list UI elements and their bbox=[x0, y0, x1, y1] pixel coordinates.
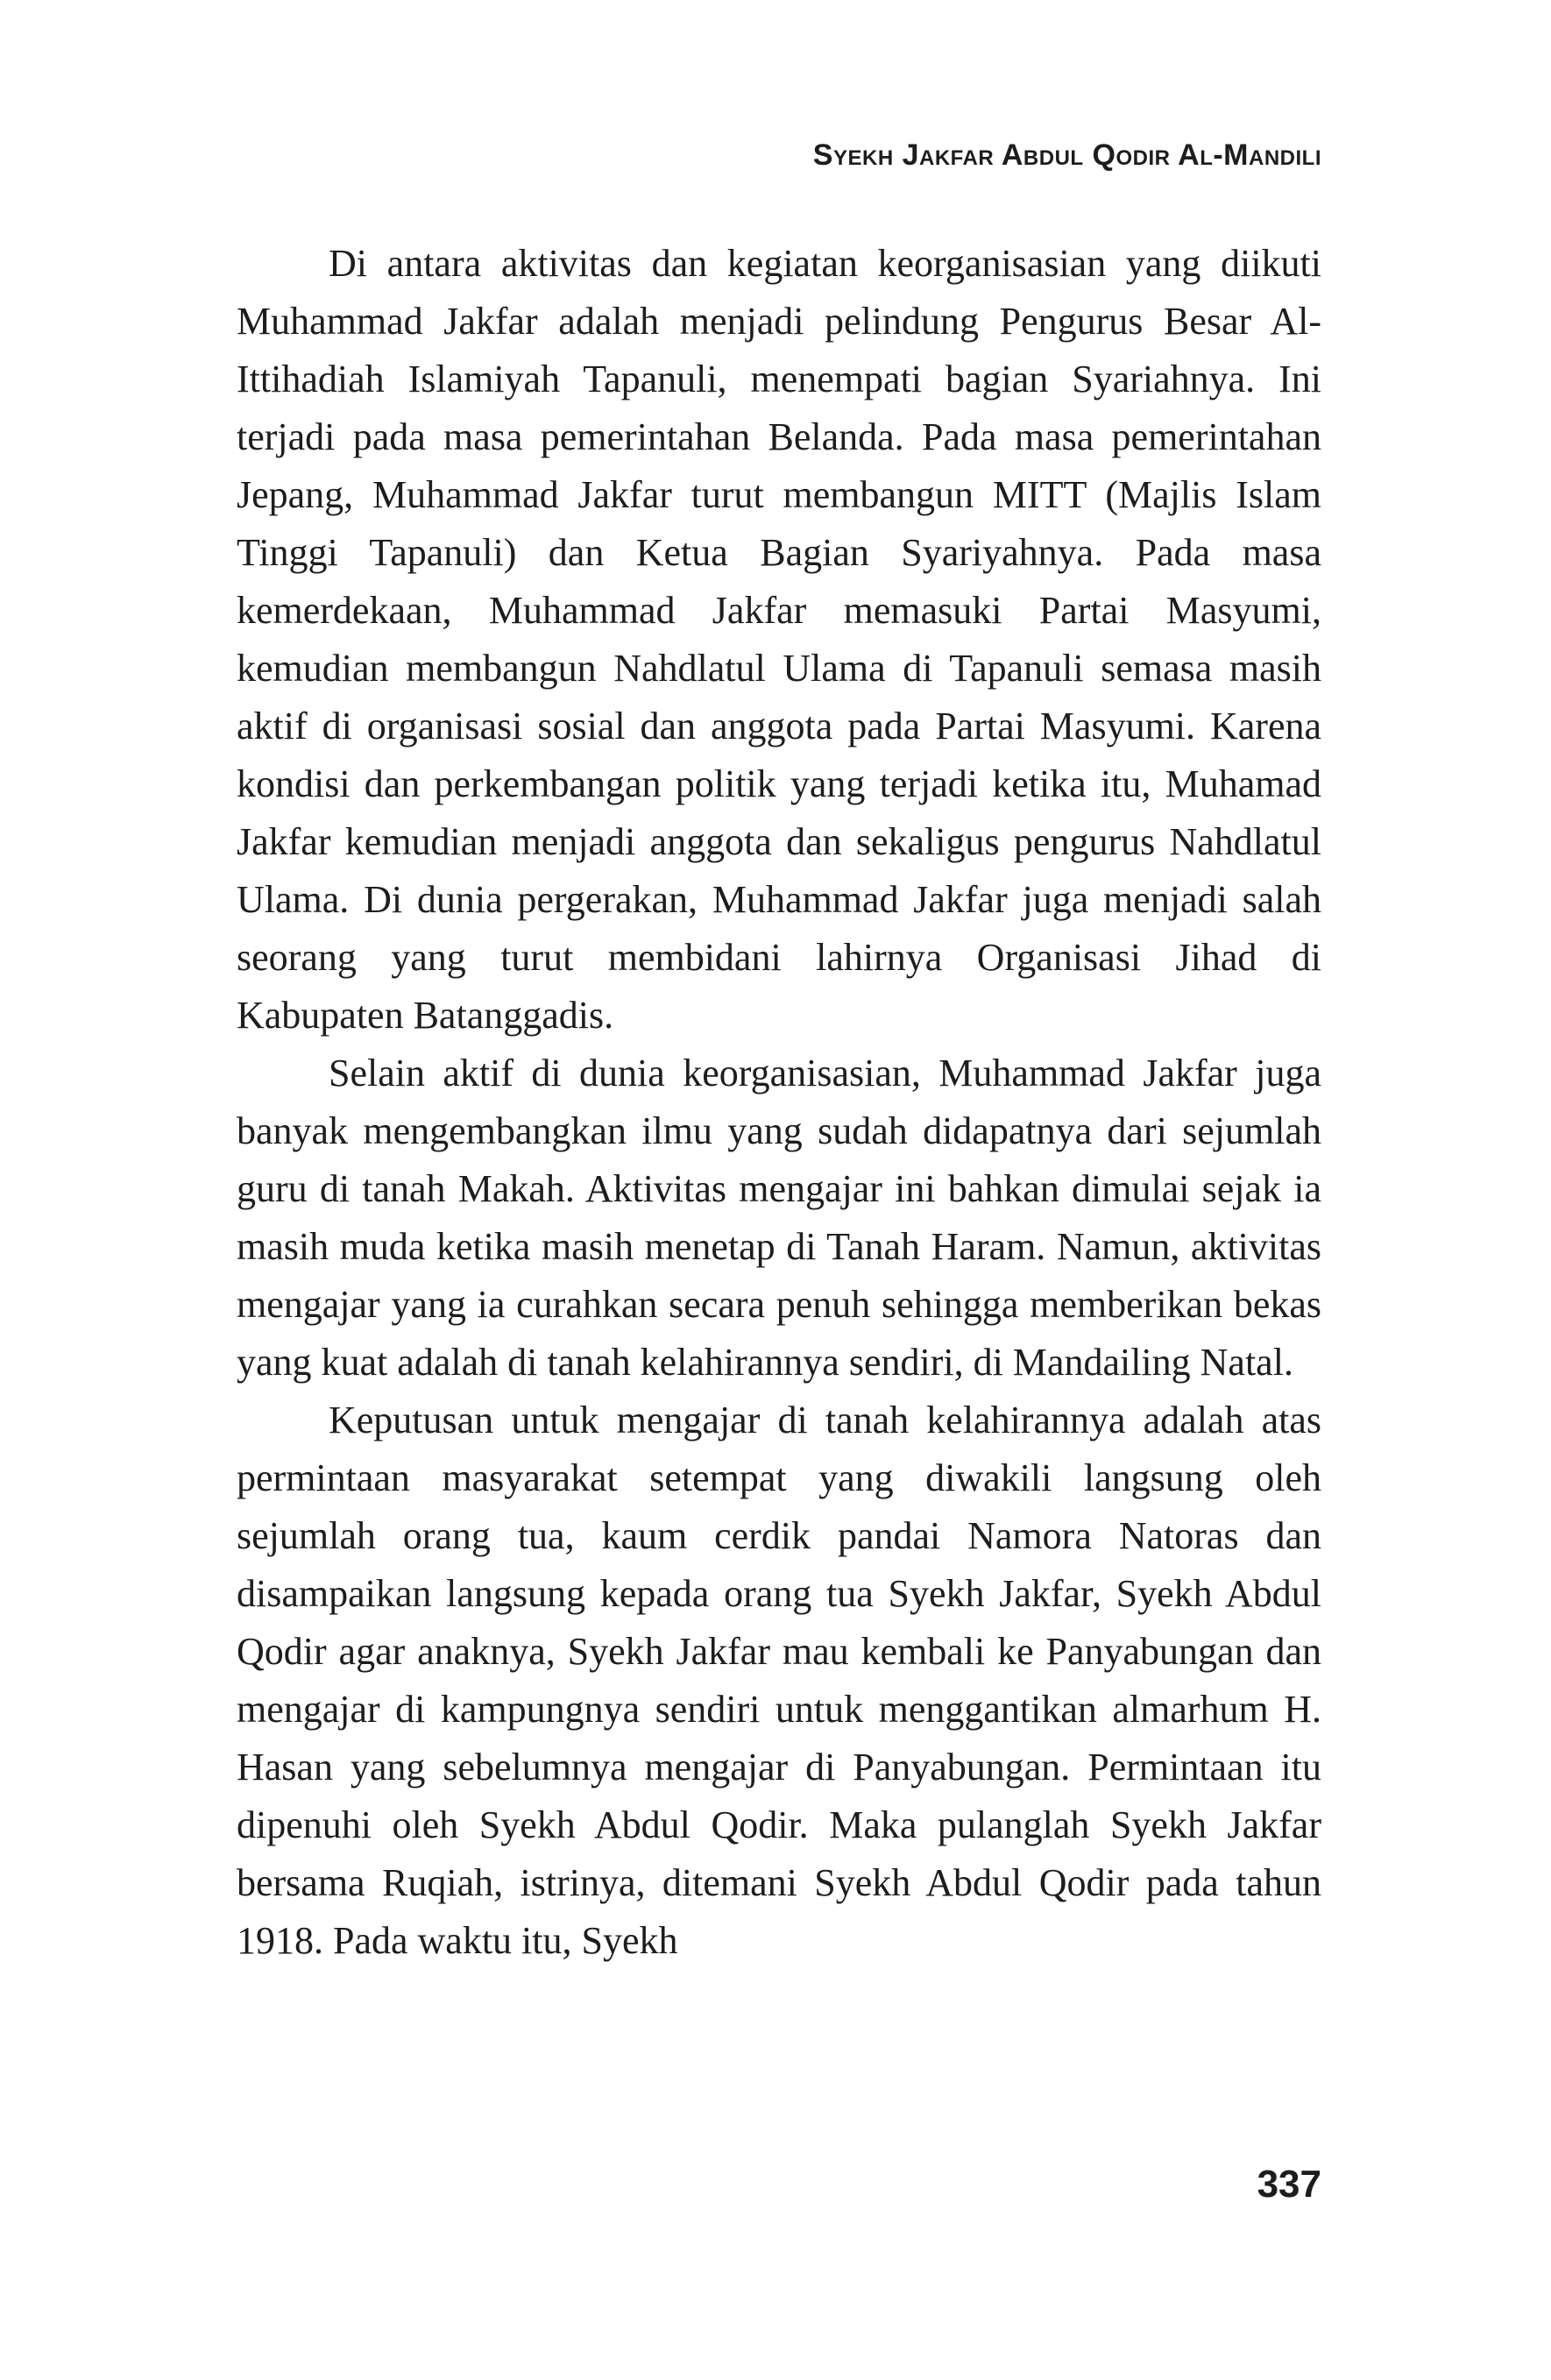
paragraph-3: Keputusan untuk mengajar di tanah kelahirannya adalah atas permintaan masyarakat setempat yang diwakili langsung oleh sejumlah orang tua, kaum cerdik pandai Namora Natoras dan disampaikan langsung kepada orang tua Syekh Jakfar, Syekh Abdul Qodir agar anaknya, Syekh Jakfar mau kembali ke Panyabungan dan mengajar di kampungnya sendiri untuk menggantikan almarhum H. Hasan yang sebelumnya mengajar di Panyabungan. Permintaan itu dipenuhi oleh Syekh Abdul Qodir. Maka pulanglah Syekh Jakfar bersama Ruqiah, istrinya, ditemani Syekh Abdul Qodir pada tahun 1918. Pada waktu itu, Syekh bbox=[237, 1399, 1321, 1962]
paragraph-1: Di antara aktivitas dan kegiatan keorganisasian yang diikuti Muhammad Jakfar adalah menjadi pelindung Pengurus Besar Al-Ittihadiah Islamiyah Tapanuli, menempati bagian Syariahnya. Ini terjadi pada masa pemerintahan Belanda. Pada masa pemerintahan Jepang, Muhammad Jakfar turut membangun MITT (Majlis Islam Tinggi Tapanuli) dan Ketua Bagian Syariyahnya. Pada masa kemerdekaan, Muhammad Jakfar memasuki Partai Masyumi, kemudian membangun Nahdlatul Ulama di Tapanuli semasa masih aktif di organisasi sosial dan anggota pada Partai Masyumi. Karena kondisi dan perkembangan politik yang terjadi ketika itu, Muhamad Jakfar kemudian menjadi anggota dan sekaligus pengurus Nahdlatul Ulama. Di dunia pergerakan, Muhammad Jakfar juga menjadi salah seorang yang turut membidani lahirnya Organisasi Jihad di Kabupaten Batanggadis. bbox=[237, 242, 1321, 1037]
page-number: 337 bbox=[1257, 2163, 1321, 2206]
running-header: Syekh Jakfar Abdul Qodir Al-Mandili bbox=[812, 138, 1321, 172]
page-body bbox=[237, 235, 1321, 1970]
paragraph-2: Selain aktif di dunia keorganisasian, Muhammad Jakfar juga banyak mengembangkan ilmu yang sudah didapatnya dari sejumlah guru di tanah Makah. Aktivitas mengajar ini bahkan dimulai sejak ia masih muda ketika masih menetap di Tanah Haram. Namun, aktivitas mengajar yang ia curahkan secara penuh sehingga memberikan bekas yang kuat adalah di tanah kelahirannya sendiri, di Mandailing Natal. bbox=[237, 1052, 1321, 1384]
